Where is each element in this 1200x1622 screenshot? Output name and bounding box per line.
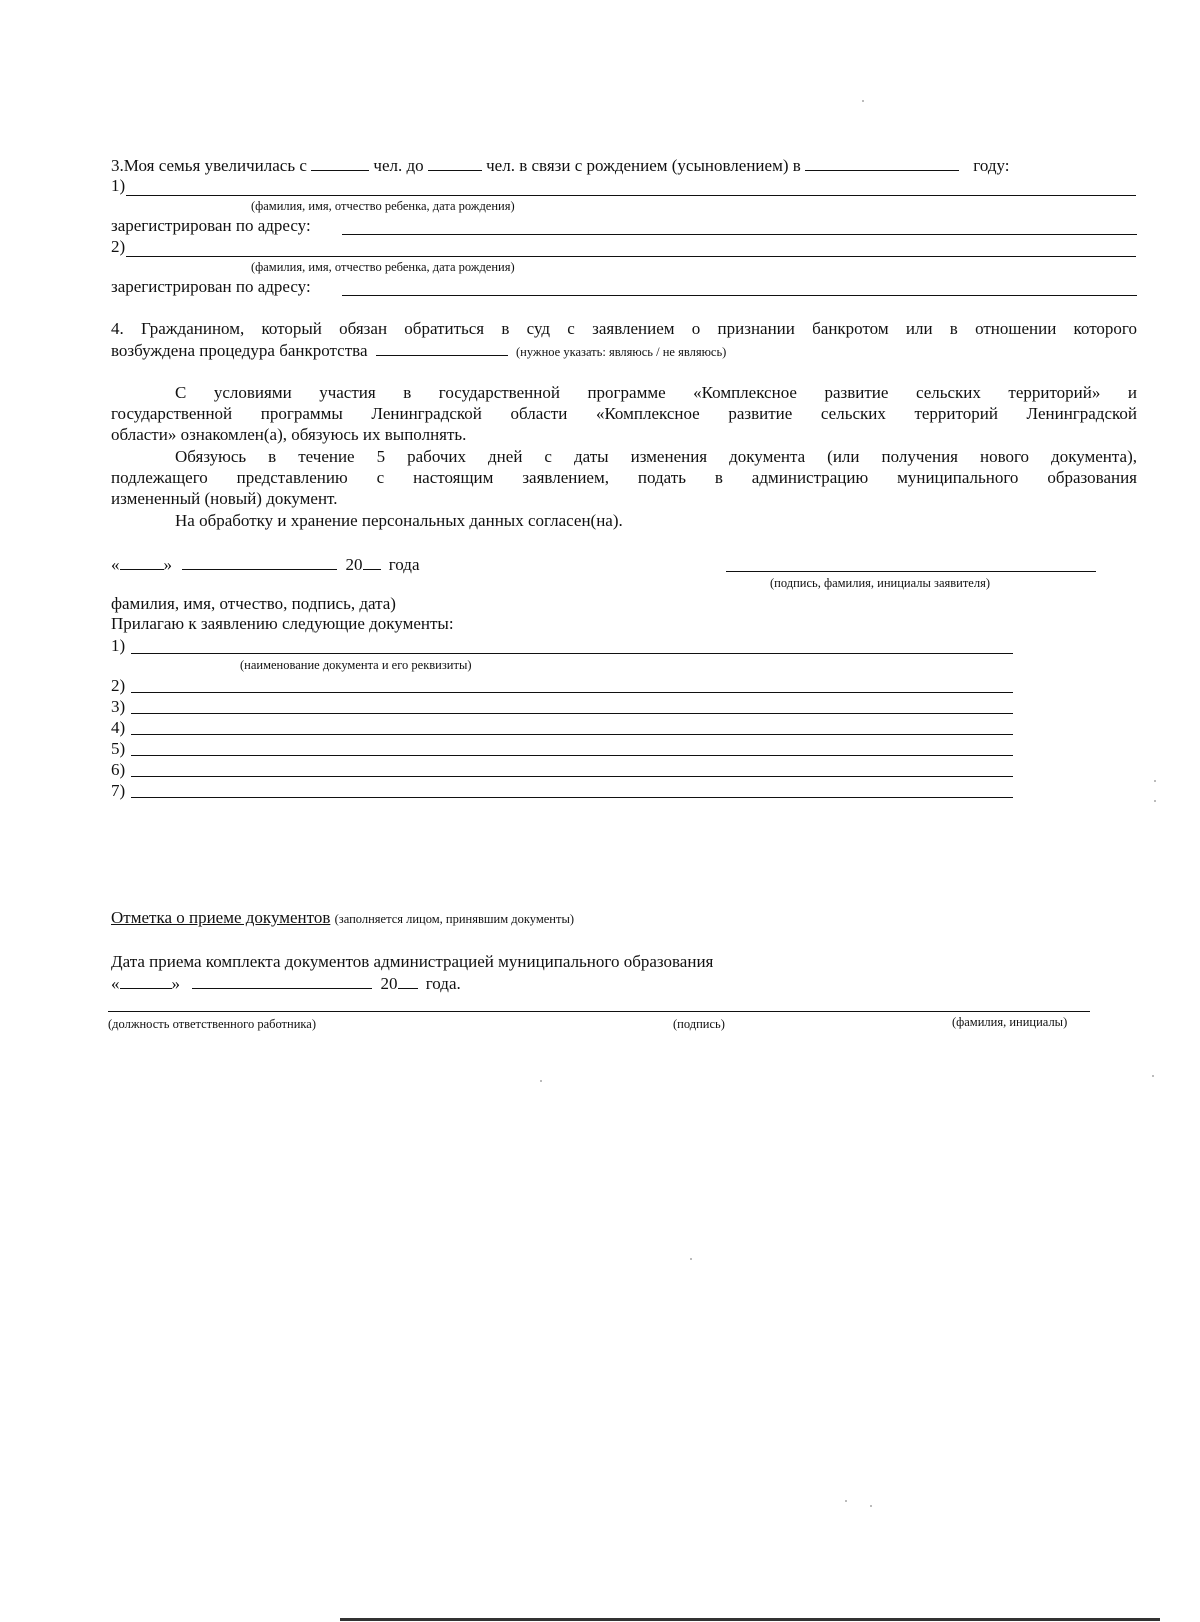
applicant-year-field[interactable] bbox=[363, 554, 381, 570]
receipt-signature-line[interactable] bbox=[108, 1011, 1090, 1012]
doc-7-number: 7) bbox=[111, 781, 126, 800]
receipt-title-line bbox=[111, 908, 574, 929]
doc-1-number: 1) bbox=[111, 636, 126, 655]
doc-5-number: 5) bbox=[111, 739, 126, 758]
receipt-title-hint: (заполняется лицом, принявшим документы) bbox=[334, 912, 575, 926]
applicant-year-prefix: 20 bbox=[345, 555, 363, 574]
date-close-quote: » bbox=[163, 555, 172, 574]
receipt-title: Отметка о приеме документов bbox=[111, 908, 331, 927]
bankruptcy-line-1: 4. Гражданином, который обязан обратиться в суд с заявлением о признании банкротом или в отношении которого bbox=[111, 319, 1137, 338]
obligation-line-2: подлежащего представлению с настоящим заявлением, подать в администрацию муниципального образования bbox=[111, 468, 1137, 487]
bankruptcy-procedure-text: возбуждена процедура банкротства bbox=[111, 341, 368, 360]
child-1-hint: (фамилия, имя, отчество ребенка, дата рождения) bbox=[251, 199, 515, 213]
receipt-year-prefix: 20 bbox=[380, 974, 398, 993]
receipt-date-line bbox=[111, 973, 1137, 994]
family-increase-text: 3.Моя семья увеличилась с bbox=[111, 156, 307, 175]
receipt-date-open-quote: « bbox=[111, 974, 120, 993]
conditions-line-3: области» ознакомлен(а), обязуюсь их выполнять. bbox=[111, 425, 467, 444]
family-increase-line bbox=[111, 155, 1137, 176]
conditions-line-1: С условиями участия в государственной программе «Комплексное развитие сельских территорий» и bbox=[175, 383, 1137, 402]
scan-speck bbox=[870, 1505, 872, 1507]
personal-data-consent: На обработку и хранение персональных данных согласен(на). bbox=[175, 511, 623, 530]
receipt-day-field[interactable] bbox=[120, 973, 172, 989]
count-from-field[interactable] bbox=[311, 155, 369, 171]
child-2-hint: (фамилия, имя, отчество ребенка, дата рождения) bbox=[251, 260, 515, 274]
date-open-quote: « bbox=[111, 555, 120, 574]
doc-3-number: 3) bbox=[111, 697, 126, 716]
receipt-year-field[interactable] bbox=[398, 973, 418, 989]
bankruptcy-line-2 bbox=[111, 340, 1137, 362]
doc-7-field[interactable] bbox=[131, 797, 1013, 798]
child-2-field[interactable] bbox=[126, 256, 1136, 257]
applicant-day-field[interactable] bbox=[120, 554, 164, 570]
scan-bottom-edge bbox=[340, 1618, 1160, 1621]
doc-4-field[interactable] bbox=[131, 734, 1013, 735]
conditions-line-2: государственной программы Ленинградской области «Комплексное развитие сельских территорий Ленинградской bbox=[111, 404, 1137, 423]
child-2-address-label: зарегистрирован по адресу: bbox=[111, 277, 311, 296]
receipt-signature-hint: (подпись) bbox=[673, 1017, 725, 1031]
applicant-signature-field[interactable] bbox=[726, 571, 1096, 572]
count-to-field[interactable] bbox=[428, 155, 482, 171]
fio-line: фамилия, имя, отчество, подпись, дата) bbox=[111, 594, 396, 613]
child-1-field[interactable] bbox=[126, 195, 1136, 196]
child-1-address-field[interactable] bbox=[342, 234, 1137, 235]
year-word: года bbox=[388, 555, 420, 574]
scan-speck bbox=[845, 1500, 847, 1502]
doc-1-field[interactable] bbox=[131, 653, 1013, 654]
child-1-number: 1) bbox=[111, 176, 126, 195]
child-2-number: 2) bbox=[111, 237, 126, 256]
bankruptcy-status-field[interactable] bbox=[376, 340, 508, 356]
birth-year-field[interactable] bbox=[805, 155, 959, 171]
scan-speck bbox=[1154, 780, 1156, 782]
persons-to-text: чел. до bbox=[373, 156, 424, 175]
birth-adoption-text: чел. в связи с рождением (усыновлением) в bbox=[486, 156, 801, 175]
bankruptcy-hint: (нужное указать: являюсь / не являюсь) bbox=[516, 345, 727, 359]
doc-2-number: 2) bbox=[111, 676, 126, 695]
receipt-position-hint: (должность ответственного работника) bbox=[108, 1017, 316, 1031]
obligation-line-3: измененный (новый) документ. bbox=[111, 489, 338, 508]
scan-speck bbox=[690, 1258, 692, 1260]
scan-speck bbox=[862, 100, 864, 102]
receipt-date-close-quote: » bbox=[171, 974, 180, 993]
obligation-line-1: Обязуюсь в течение 5 рабочих дней с даты изменения документа (или получения нового документа), bbox=[175, 447, 1137, 466]
year-text: году: bbox=[973, 156, 1010, 175]
child-2-address-field[interactable] bbox=[342, 295, 1137, 296]
doc-3-field[interactable] bbox=[131, 713, 1013, 714]
scan-speck bbox=[1152, 1075, 1154, 1077]
doc-4-number: 4) bbox=[111, 718, 126, 737]
doc-hint: (наименование документа и его реквизиты) bbox=[240, 658, 472, 672]
receipt-date-label: Дата приема комплекта документов администрацией муниципального образования bbox=[111, 952, 714, 971]
doc-2-field[interactable] bbox=[131, 692, 1013, 693]
doc-6-field[interactable] bbox=[131, 776, 1013, 777]
receipt-year-word: года. bbox=[425, 974, 461, 993]
scan-speck bbox=[540, 1080, 542, 1082]
attachments-title: Прилагаю к заявлению следующие документы: bbox=[111, 614, 454, 633]
applicant-signature-hint: (подпись, фамилия, инициалы заявителя) bbox=[770, 576, 991, 590]
doc-5-field[interactable] bbox=[131, 755, 1013, 756]
scan-speck bbox=[1154, 800, 1156, 802]
child-1-address-label: зарегистрирован по адресу: bbox=[111, 216, 311, 235]
applicant-month-field[interactable] bbox=[182, 554, 337, 570]
receipt-name-hint: (фамилия, инициалы) bbox=[952, 1015, 1068, 1029]
doc-6-number: 6) bbox=[111, 760, 126, 779]
receipt-month-field[interactable] bbox=[192, 973, 372, 989]
